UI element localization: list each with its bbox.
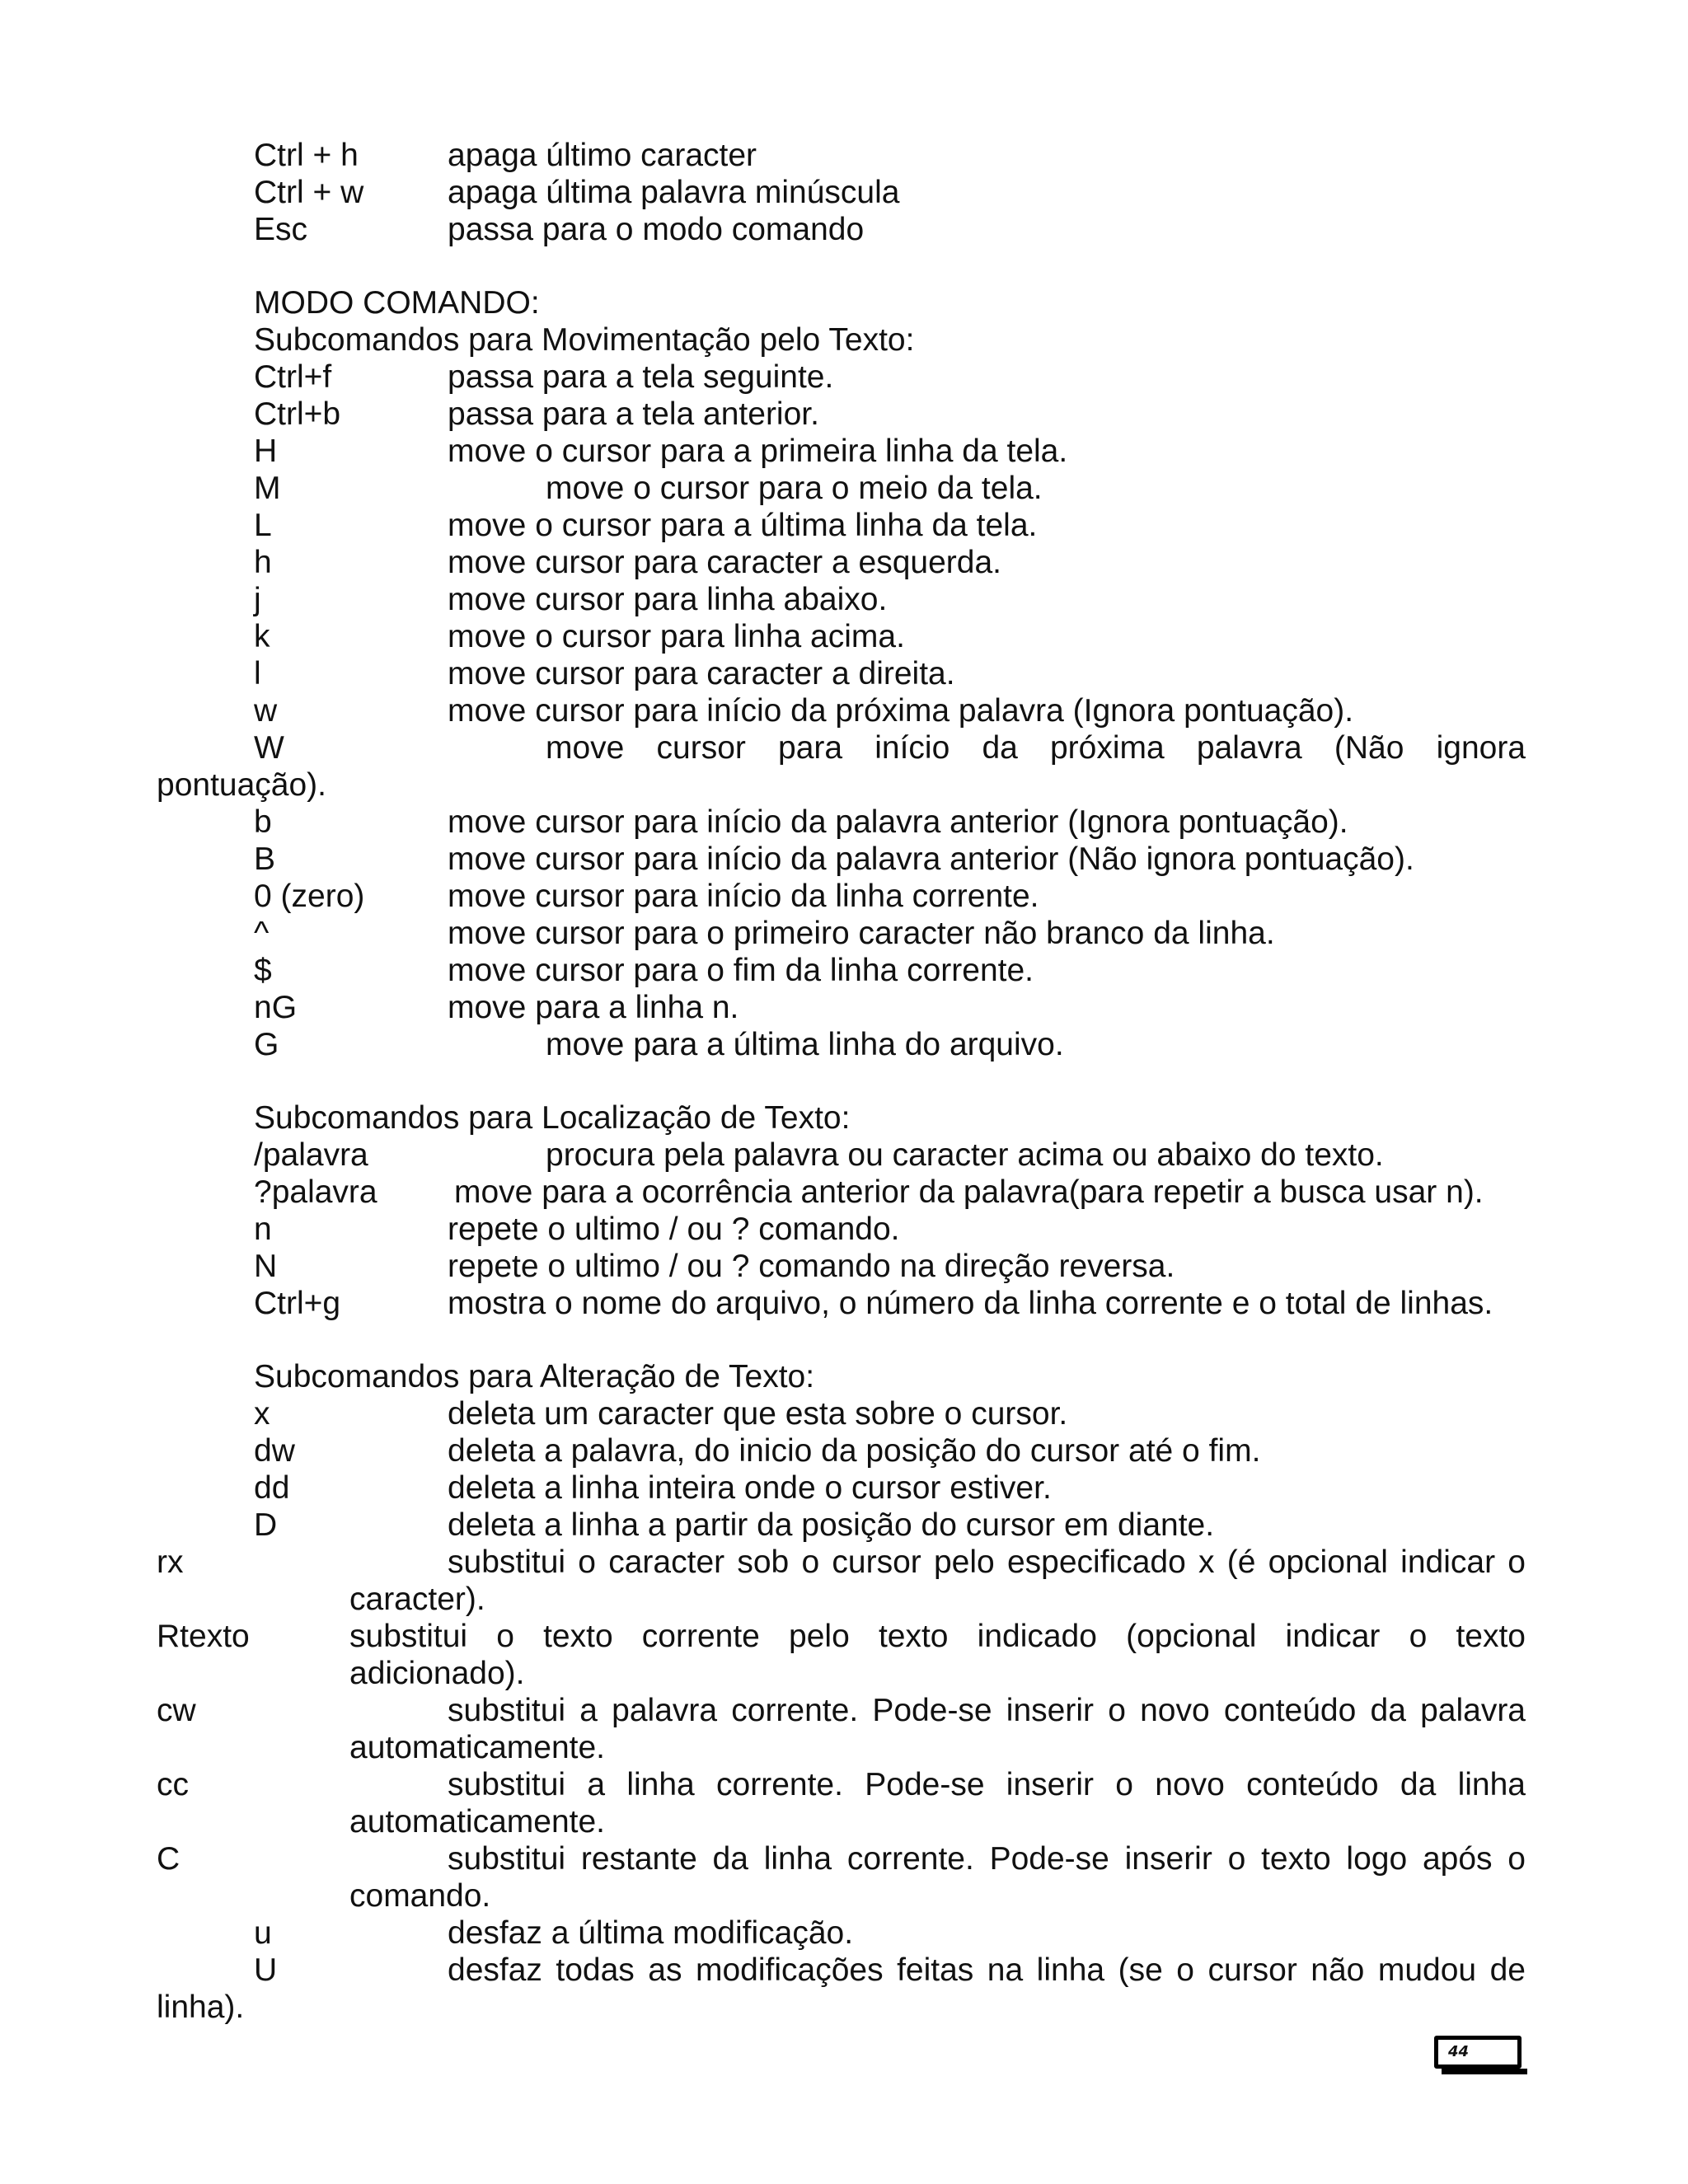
description: deleta a palavra, do inicio da posição do cursor até o fim. xyxy=(448,1433,1261,1469)
key: nG xyxy=(254,990,298,1025)
description: move para a linha n. xyxy=(448,990,739,1025)
description: move cursor para caracter a esquerda. xyxy=(448,545,1001,580)
description-continuation: caracter). xyxy=(349,1582,485,1617)
key: u xyxy=(254,1915,272,1951)
key: Esc xyxy=(254,212,308,247)
key: N xyxy=(254,1249,278,1284)
description: procura pela palavra ou caracter acima ou abaixo do texto. xyxy=(546,1137,1384,1173)
page-number-badge xyxy=(1434,2036,1522,2069)
description-continuation: linha). xyxy=(157,1990,245,2025)
description: desfaz a última modificação. xyxy=(448,1915,854,1951)
description-continuation: automaticamente. xyxy=(349,1730,606,1765)
key: Ctrl + w xyxy=(254,175,364,210)
description: passa para o modo comando xyxy=(448,212,865,247)
key: l xyxy=(254,656,261,691)
description: deleta a linha a partir da posição do cursor em diante. xyxy=(448,1507,1215,1543)
movement-heading: Subcomandos para Movimentação pelo Texto: xyxy=(254,322,915,358)
description: substitui o texto corrente pelo texto indicado (opcional indicar o texto xyxy=(349,1619,1526,1654)
key: ^ xyxy=(254,916,270,951)
page-number: 44 xyxy=(1448,2043,1470,2060)
key: Ctrl+f xyxy=(254,359,332,395)
key: Ctrl+b xyxy=(254,396,341,432)
description: move cursor para linha abaixo. xyxy=(448,582,888,617)
key: Ctrl+g xyxy=(254,1286,341,1321)
key: Ctrl + h xyxy=(254,138,359,173)
description: move cursor para início da palavra anterior (Não ignora pontuação). xyxy=(448,841,1414,877)
description: move cursor para o fim da linha corrente. xyxy=(448,953,1034,988)
description: substitui a linha corrente. Pode-se inserir o novo conteúdo da linha xyxy=(448,1767,1526,1802)
key: k xyxy=(254,619,270,654)
key: cw xyxy=(157,1693,196,1728)
description-continuation: pontuação). xyxy=(157,767,326,803)
description: apaga último caracter xyxy=(448,138,757,173)
key: Rtexto xyxy=(157,1619,250,1654)
description: repete o ultimo / ou ? comando. xyxy=(448,1212,900,1247)
key: D xyxy=(254,1507,278,1543)
description: deleta um caracter que esta sobre o cursor. xyxy=(448,1396,1068,1432)
description: move o cursor para a última linha da tela. xyxy=(448,508,1038,543)
description: passa para a tela anterior. xyxy=(448,396,819,432)
description: move cursor para início da palavra anterior (Ignora pontuação). xyxy=(448,804,1348,840)
key: L xyxy=(254,508,272,543)
description: substitui o caracter sob o cursor pelo especificado x (é opcional indicar o xyxy=(448,1544,1526,1580)
description-continuation: adicionado). xyxy=(349,1656,525,1691)
key: cc xyxy=(157,1767,189,1802)
edit-heading: Subcomandos para Alteração de Texto: xyxy=(254,1359,815,1394)
description: substitui a palavra corrente. Pode-se inserir o novo conteúdo da palavra xyxy=(448,1693,1526,1728)
key: rx xyxy=(157,1544,184,1580)
key: j xyxy=(254,582,261,617)
description: mostra o nome do arquivo, o número da linha corrente e o total de linhas. xyxy=(448,1286,1493,1321)
description: move o cursor para a primeira linha da tela. xyxy=(448,434,1068,469)
key: 0 (zero) xyxy=(254,879,365,914)
description: move o cursor para linha acima. xyxy=(448,619,905,654)
key: dw xyxy=(254,1433,295,1469)
key: x xyxy=(254,1396,270,1432)
description: passa para a tela seguinte. xyxy=(448,359,834,395)
description: move cursor para o primeiro caracter não branco da linha. xyxy=(448,916,1275,951)
description: move cursor para início da próxima palavra (Não ignora xyxy=(546,730,1526,766)
description: desfaz todas as modificações feitas na linha (se o cursor não mudou de xyxy=(448,1952,1526,1988)
key: b xyxy=(254,804,272,840)
description-continuation: comando. xyxy=(349,1878,491,1914)
description: move para a ocorrência anterior da palavra(para repetir a busca usar n). xyxy=(454,1174,1484,1210)
key: ?palavra xyxy=(254,1174,377,1210)
description-continuation: automaticamente. xyxy=(349,1804,606,1840)
description: substitui restante da linha corrente. Pode-se inserir o texto logo após o xyxy=(448,1841,1526,1877)
key: dd xyxy=(254,1470,290,1506)
key: B xyxy=(254,841,276,877)
key: $ xyxy=(254,953,272,988)
key: U xyxy=(254,1952,278,1988)
search-heading: Subcomandos para Localização de Texto: xyxy=(254,1100,851,1136)
key: H xyxy=(254,434,278,469)
key: M xyxy=(254,471,281,506)
key: w xyxy=(254,693,278,729)
key: C xyxy=(157,1841,181,1877)
description: move cursor para início da próxima palavra (Ignora pontuação). xyxy=(448,693,1354,729)
description: move para a última linha do arquivo. xyxy=(546,1027,1064,1062)
command-mode-heading: MODO COMANDO: xyxy=(254,285,540,321)
description: deleta a linha inteira onde o cursor estiver. xyxy=(448,1470,1052,1506)
key: h xyxy=(254,545,272,580)
description: move o cursor para o meio da tela. xyxy=(546,471,1043,506)
key: W xyxy=(254,730,284,766)
key: /palavra xyxy=(254,1137,368,1173)
description: move cursor para início da linha corrente. xyxy=(448,879,1039,914)
key: n xyxy=(254,1212,272,1247)
description: move cursor para caracter a direita. xyxy=(448,656,955,691)
description: apaga última palavra minúscula xyxy=(448,175,900,210)
key: G xyxy=(254,1027,279,1062)
description: repete o ultimo / ou ? comando na direção reversa. xyxy=(448,1249,1175,1284)
